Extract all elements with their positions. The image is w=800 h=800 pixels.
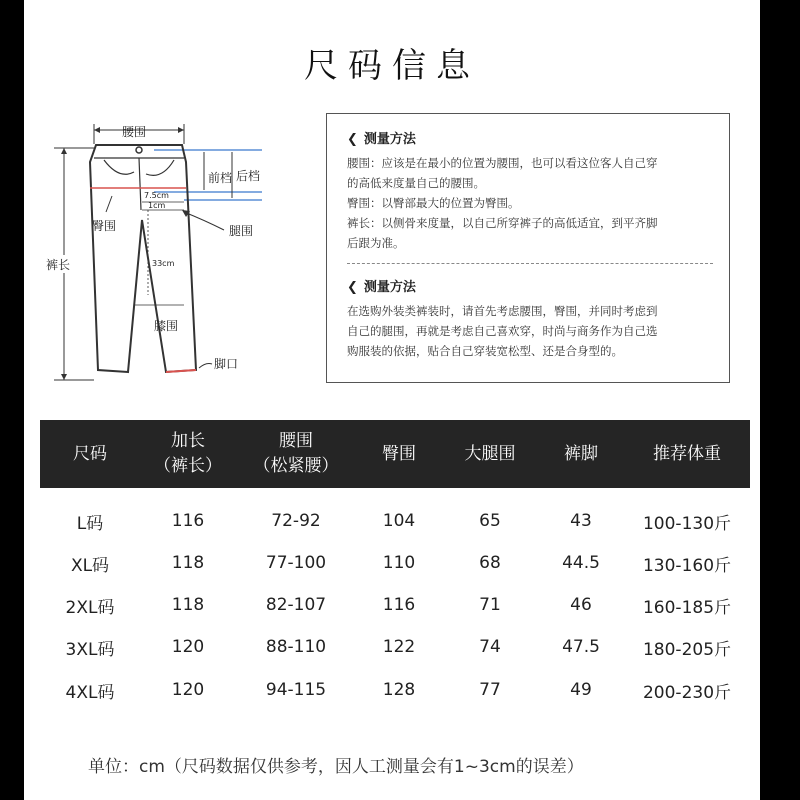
- cell-waist: 82-107: [265, 595, 327, 615]
- cell-length: 120: [171, 680, 205, 700]
- table-row: [40, 501, 750, 541]
- hip-label: 臀围: [92, 219, 117, 233]
- page-title: 尺码信息: [304, 46, 480, 86]
- cell-hem: 49: [570, 680, 592, 700]
- inseam-label: 33cm: [152, 259, 175, 268]
- cell-thigh: 71: [479, 595, 501, 615]
- header-text: 加长: [171, 431, 205, 451]
- size-chart-sheet: [24, 0, 760, 800]
- info-line: 后跟为准。: [347, 236, 405, 250]
- header-text: 尺码: [73, 443, 107, 464]
- cell-size: 2XL码: [65, 597, 115, 618]
- chevron-left-icon: ❮: [347, 280, 358, 295]
- header-weight: [624, 420, 750, 488]
- cell-hem: 46: [570, 595, 592, 615]
- header-text: 大腿围: [464, 443, 516, 464]
- cell-weight: 180-205斤: [642, 639, 732, 660]
- header-thigh: [442, 420, 538, 488]
- thigh-label: 腿围: [229, 224, 254, 238]
- cell-hip: 110: [382, 553, 416, 573]
- cell-thigh: 77: [479, 680, 501, 700]
- info-line: 裤长：以侧骨来度量，以自己所穿裤子的高低适宜，到平齐脚: [347, 216, 658, 230]
- cell-weight: 130-160斤: [642, 555, 732, 576]
- cell-weight: 100-130斤: [642, 513, 732, 534]
- table-row: [40, 543, 750, 583]
- button-icon: [136, 147, 142, 153]
- cell-length: 116: [171, 511, 205, 531]
- header-subtext: （松紧腰）: [253, 456, 339, 476]
- cell-hip: 128: [382, 680, 416, 700]
- size-table-header: [40, 420, 750, 488]
- measurement-info-box: [326, 113, 730, 383]
- info-line: 的高低来度量自己的腰围。: [347, 176, 485, 190]
- chevron-left-icon: ❮: [347, 132, 358, 147]
- table-row: [40, 585, 750, 625]
- section1-heading-text: 测量方法: [363, 132, 416, 147]
- measure-b: 1cm: [148, 201, 166, 210]
- cell-thigh: 68: [479, 553, 501, 573]
- header-text: 臀围: [382, 443, 416, 464]
- info-line: 在选购外装类裤装时，请首先考虑腰围，臀围，并同时考虑到: [347, 304, 658, 318]
- cell-size: XL码: [70, 555, 110, 576]
- cell-hip: 122: [382, 637, 416, 657]
- cell-size: 4XL码: [65, 682, 115, 703]
- info-line: 购服装的依据，贴合自己穿装宽松型、还是合身型的。: [347, 344, 623, 358]
- cell-thigh: 65: [479, 511, 501, 531]
- cell-hem: 47.5: [562, 637, 600, 657]
- section2-heading-text: 测量方法: [363, 280, 416, 295]
- measure-a: 7.5cm: [144, 191, 169, 200]
- info-line: 臀围：以臀部最大的位置为臀围。: [347, 196, 520, 210]
- table-row: [40, 627, 750, 667]
- knee-label: 膝围: [154, 319, 179, 333]
- waist-label: 腰围: [122, 125, 147, 139]
- cell-waist: 77-100: [265, 553, 327, 573]
- cell-size: L码: [76, 513, 104, 534]
- cell-waist: 88-110: [265, 637, 327, 657]
- hem-line: [166, 370, 196, 372]
- cell-length: 120: [171, 637, 205, 657]
- divider: [347, 263, 713, 264]
- cell-length: 118: [171, 595, 205, 615]
- length-label: 裤长: [46, 258, 71, 272]
- cell-hip: 116: [382, 595, 416, 615]
- cell-size: 3XL码: [65, 639, 115, 660]
- info-line: 腰围：应该是在最小的位置为腰围，也可以看这位客人自己穿: [347, 156, 658, 170]
- front-rise-label: 前档: [208, 171, 233, 185]
- header-waist: [236, 420, 356, 488]
- pants-outline: [90, 145, 196, 372]
- table-row: [40, 670, 750, 710]
- cell-length: 118: [171, 553, 205, 573]
- back-rise-label: 后档: [236, 169, 261, 183]
- header-hip: [356, 420, 442, 488]
- hem-label: 脚口: [214, 357, 239, 371]
- cell-waist: 94-115: [265, 680, 327, 700]
- info-line: 自己的腿围，再就是考虑自己喜欢穿，时尚与商务作为自己选: [347, 324, 658, 338]
- header-length: [140, 420, 236, 488]
- unit-footnote: 单位：cm（尺码数据仅供参考，因人工测量会有1~3cm的误差）: [88, 757, 584, 777]
- header-subtext: （裤长）: [154, 456, 222, 476]
- header-size: [40, 420, 140, 488]
- cell-weight: 200-230斤: [642, 682, 732, 703]
- section1-heading: [347, 128, 713, 147]
- header-text: 推荐体重: [653, 443, 721, 464]
- cell-waist: 72-92: [271, 511, 321, 531]
- section2-heading: [347, 276, 713, 295]
- cell-hip: 104: [382, 511, 416, 531]
- cell-thigh: 74: [479, 637, 501, 657]
- header-text: 腰围: [279, 431, 313, 451]
- pants-diagram: [24, 100, 324, 400]
- cell-hem: 43: [570, 511, 592, 531]
- header-text: 裤脚: [564, 443, 598, 464]
- cell-weight: 160-185斤: [642, 597, 732, 618]
- cell-hem: 44.5: [562, 553, 600, 573]
- header-hem: [538, 420, 624, 488]
